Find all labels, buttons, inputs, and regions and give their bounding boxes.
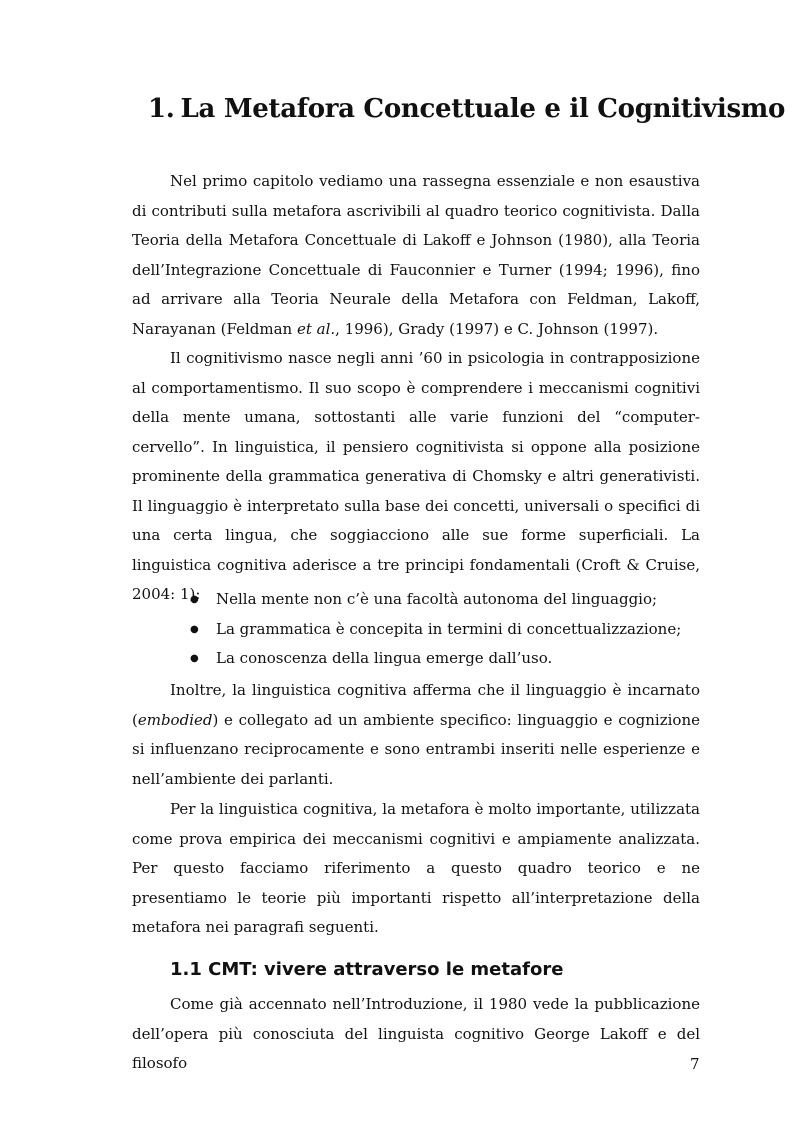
paragraph-embodied-tail: ) e collegato ad un ambiente specifico: linguaggio e cognizione si influenzano reciprocamente e sono entrambi inseriti nelle esperienze e nell’ambiente dei parlanti. <box>132 710 700 788</box>
paragraph-cognitivism: Il cognitivismo nasce negli anni ’60 in psicologia in contrapposizione al comportamentismo. Il suo scopo è comprendere i meccanismi cognitivi della mente umana, sottostanti alle varie funzioni del “computer-cervello”. In linguistica, il pensiero cognitivista si oppone alla posizione prominente della grammatica generativa di Chomsky e altri generativisti. Il linguaggio è interpretato sulla base dei concetti, universali o specifici di una certa lingua, che soggiacciono alle sue forme superficiali. La linguistica cognitiva aderisce a tre principi fondamentali (Croft & Cruise, 2004: 1): <box>132 349 700 603</box>
paragraph-metaphor-importance: Per la linguistica cognitiva, la metafora è molto importante, utilizzata come prova empirica dei meccanismi cognitivi e ampiamente analizzata. Per questo facciamo riferimento a questo quadro teorico e ne presentiamo le teorie più importanti rispetto all’interpretazione della metafora nei paragrafi seguenti. <box>132 800 700 936</box>
paragraph-embodied-text: Inoltre, la linguistica cognitiva afferma che il linguaggio è incarnato ( <box>132 681 700 729</box>
list-item: ● La conoscenza della lingua emerge dall’uso. <box>190 644 681 674</box>
chapter-title <box>148 94 785 124</box>
embodied-italic: embodied <box>137 710 213 729</box>
chapter-title-text: La Metafora Concettuale e il Cognitivismo <box>180 94 786 124</box>
principles-list <box>190 585 681 674</box>
et-al-italic: et al. <box>296 319 336 338</box>
list-item: ● Nella mente non c’è una facoltà autonoma del linguaggio; <box>190 585 681 615</box>
section-title: 1.1 CMT: vivere attraverso le metafore <box>170 959 564 980</box>
list-item: ● La grammatica è concepita in termini di concettualizzazione; <box>190 615 681 645</box>
page-number: 7 <box>690 1055 700 1073</box>
paragraph-cmt-intro: Come già accennato nell’Introduzione, il 1980 vede la pubblicazione dell’opera più conosciuta del linguista cognitivo George Lakoff e del filosofo <box>132 995 700 1072</box>
paragraph-intro <box>132 167 700 344</box>
paragraph-embodied <box>132 676 700 794</box>
paragraph-intro-tail: , 1996), Grady (1997) e C. Johnson (1997). <box>335 319 659 338</box>
chapter-number: 1. <box>148 94 175 124</box>
paragraph-intro-text: Nel primo capitolo vediamo una rassegna essenziale e non esaustiva di contributi sulla metafora ascrivibili al quadro teorico cognitivista. Dalla Teoria della Metafora Concettuale di Lakoff e Johnson (1980), alla Teoria dell’Integrazione Concettuale di Fauconnier e Turner (1994; 1996), fino ad arrivare alla Teoria Neurale della Metafora con Feldman, Lakoff, Narayanan (Feldman <box>132 172 700 338</box>
